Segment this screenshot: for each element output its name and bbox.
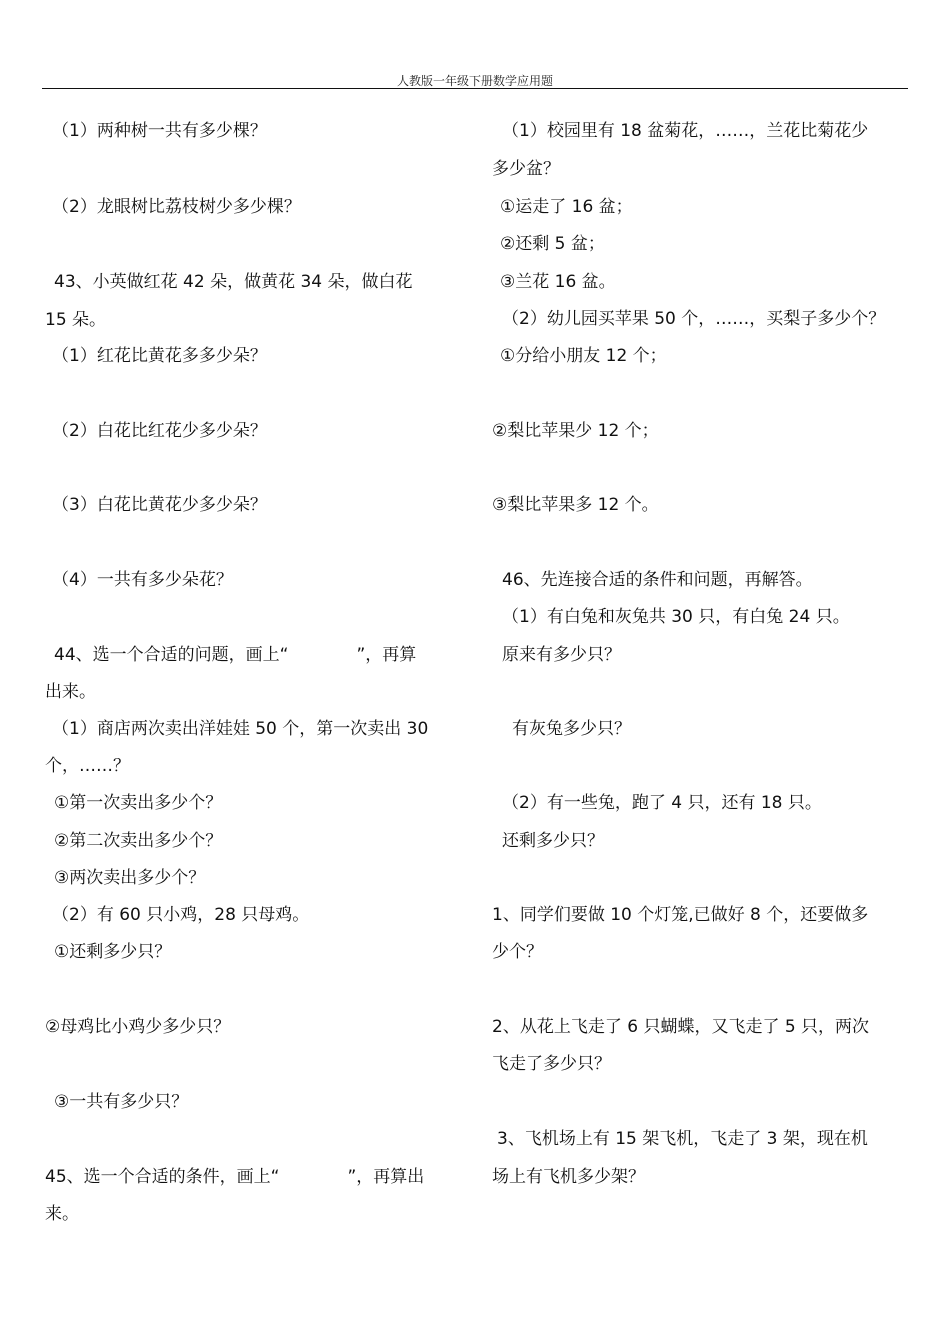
left-line: 43、小英做红花 42 朵，做黄花 34 朵，做白花	[54, 272, 413, 292]
left-line: ③两次卖出多少个？	[54, 868, 206, 888]
right-line: （1）校园里有 18 盆菊花，……，兰花比菊花少	[502, 121, 869, 141]
right-line: （2）幼儿园买苹果 50 个，……，买梨子多少个？	[502, 309, 886, 329]
left-line: ③一共有多少只？	[54, 1092, 189, 1112]
right-line: 还剩多少只？	[502, 831, 604, 851]
right-line: 场上有飞机多少架？	[492, 1167, 645, 1187]
page-title: 人教版一年级下册数学应用题	[396, 74, 553, 88]
left-line: （1）红花比黄花多多少朵？	[52, 346, 267, 366]
left-line: （2）龙眼树比荔枝树少多少棵？	[52, 197, 301, 217]
left-line: 44、选一个合适的问题，画上“ ”，再算	[54, 645, 417, 665]
left-line: ②第二次卖出多少个？	[54, 831, 223, 851]
right-line: 飞走了多少只？	[492, 1054, 611, 1074]
left-line: 个，……？	[45, 756, 130, 776]
left-line: ②母鸡比小鸡少多少只？	[45, 1017, 231, 1037]
header-divider	[42, 88, 908, 89]
left-line: （4）一共有多少朵花？	[52, 570, 233, 590]
right-line: 1、同学们要做 10 个灯笼,已做好 8 个，还要做多	[492, 905, 869, 925]
right-line: 46、先连接合适的条件和问题，再解答。	[502, 570, 813, 590]
right-line: （1）有白兔和灰兔共 30 只，有白兔 24 只。	[502, 607, 850, 627]
right-line: ①运走了 16 盆；	[500, 197, 633, 217]
right-line: 原来有多少只？	[502, 645, 621, 665]
left-line: 45、选一个合适的条件，画上“ ”，再算出	[45, 1167, 425, 1187]
right-line: ③梨比苹果多 12 个。	[492, 495, 659, 515]
left-line: ①第一次卖出多少个？	[54, 793, 223, 813]
right-line: （2）有一些兔，跑了 4 只，还有 18 只。	[502, 793, 822, 813]
left-line: （3）白花比黄花少多少朵？	[52, 495, 267, 515]
left-line: （2）有 60 只小鸡，28 只母鸡。	[52, 905, 310, 925]
left-line: （1）两种树一共有多少棵？	[52, 121, 267, 141]
left-line: 出来。	[45, 682, 96, 702]
right-line: 少个？	[492, 942, 543, 962]
right-line: ②梨比苹果少 12 个；	[492, 421, 659, 441]
right-line: 多少盆？	[492, 159, 560, 179]
right-line: ③兰花 16 盆。	[500, 272, 616, 292]
left-line: ①还剩多少只？	[54, 942, 172, 962]
left-line: （2）白花比红花少多少朵？	[52, 421, 267, 441]
right-line: 有灰兔多少只？	[512, 719, 631, 739]
left-line: 来。	[45, 1204, 79, 1224]
left-line: （1）商店两次卖出洋娃娃 50 个，第一次卖出 30	[52, 719, 429, 739]
right-line: ①分给小朋友 12 个；	[500, 346, 667, 366]
right-line: 3、飞机场上有 15 架飞机，飞走了 3 架，现在机	[497, 1129, 868, 1149]
left-line: 15 朵。	[45, 310, 107, 330]
right-line: ②还剩 5 盆；	[500, 234, 605, 254]
right-line: 2、从花上飞走了 6 只蝴蝶，又飞走了 5 只，两次	[492, 1017, 870, 1037]
